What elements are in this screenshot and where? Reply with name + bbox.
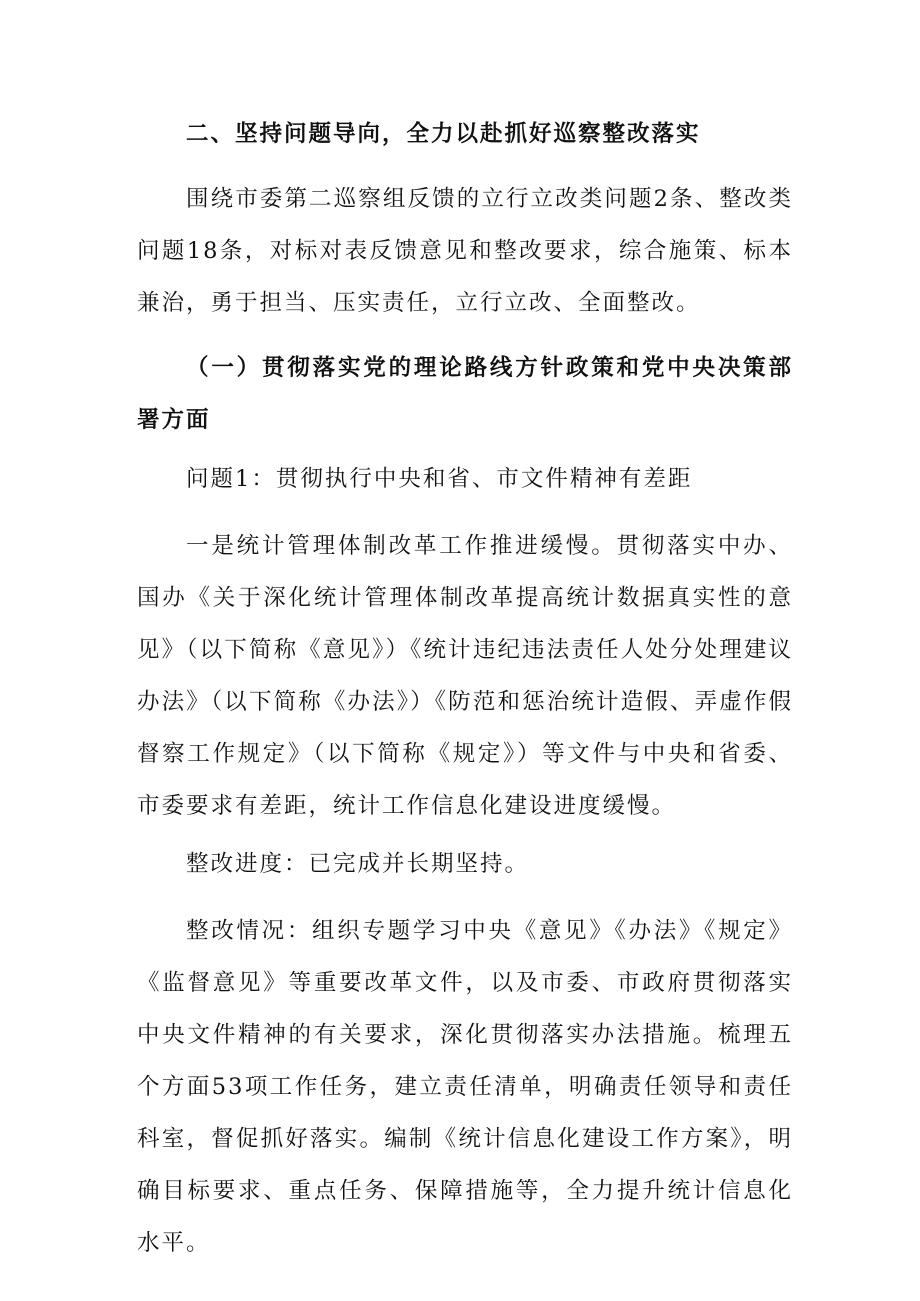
issue-description: 一是统计管理体制改革工作推进缓慢。贯彻落实中办、国办《关于深化统计管理体制改革提高统计数据真实性的意见》（以下简称《意见》）《统计违纪违法责任人处分处理建议办法》（以下简称《办法》）《防范和惩治统计造假、弄虚作假督察工作规定》（以下简称《规定》）等文件与中央和省委、市委要求有差距，统计工作信息化建设进度缓慢。: [137, 533, 793, 819]
intro-paragraph: 围绕市委第二巡察组反馈的立行立改类问题2条、整改类问题18条，对标对表反馈意见和整改要求，综合施策、标本兼治，勇于担当、压实责任，立行立改、全面整改。: [137, 186, 793, 316]
subsection-heading: （一）贯彻落实党的理论路线方针政策和党中央决策部署方面: [137, 355, 793, 433]
rectification-progress: 整改进度：已完成并长期坚持。: [186, 851, 530, 877]
rectification-situation: 整改情况：组织专题学习中央《意见》《办法》《规定》《监督意见》等重要改革文件，以及市委、市政府贯彻落实中央文件精神的有关要求，深化贯彻落实办法措施。梳理五个方面53项工作任务，建立责任清单，明确责任领导和责任科室，督促抓好落实。编制《统计信息化建设工作方案》，明确目标要求、重点任务、保障措施等，全力提升统计信息化水平。: [137, 918, 793, 1256]
section-heading: 二、坚持问题导向，全力以赴抓好巡察整改落实: [186, 121, 701, 147]
issue-title: 问题1：贯彻执行中央和省、市文件精神有差距: [186, 466, 693, 492]
